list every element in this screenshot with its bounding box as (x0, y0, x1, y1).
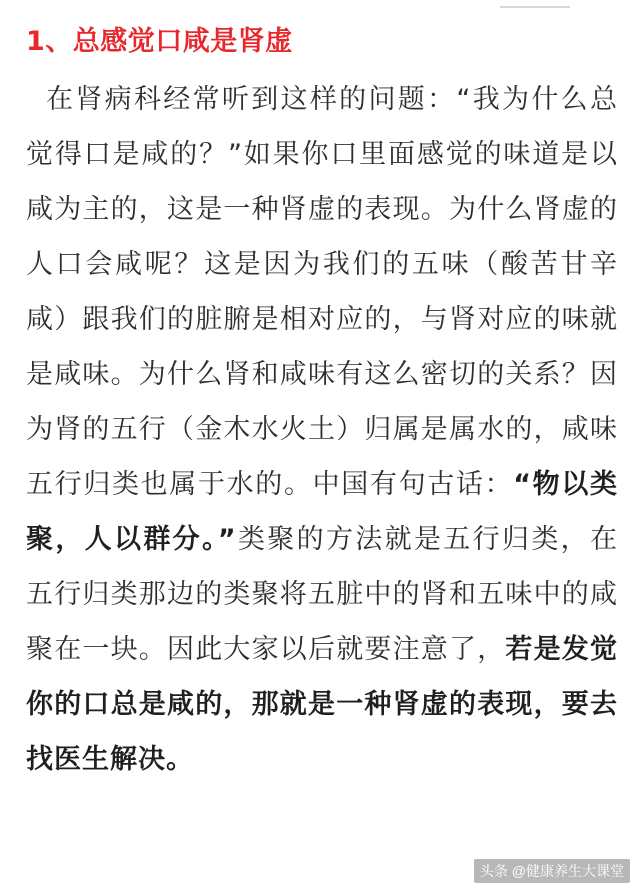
paragraph-text-part1: 在肾病科经常听到这样的问题：“我为什么总觉得口是咸的？”如果你口里面感觉的味道是以咸为主的，这是一种肾虚的表现。为什么肾虚的人口会咸呢？这是因为我们的五味（酸苦甘辛咸）跟我们的脏腑是相对应的，与肾对应的味就是咸味。为什么肾和咸味有这么密切的关系？因为肾的五行（金木水火土）归属是属水的，咸味五行归类也属于水的。中国有句古话： (26, 84, 618, 500)
article (26, 20, 618, 787)
paragraph-text-part2: 类聚的方法就是五行归类，在五行归类那边的类聚将五脏中的肾和五味中的咸聚在一块。因此大家以后就要注意了， (26, 524, 618, 665)
article-heading: 1、总感觉口咸是肾虚 (26, 26, 293, 57)
article-paragraph (26, 72, 618, 787)
top-edge-fragment (500, 0, 570, 8)
source-watermark: 头条 @健康养生大课堂 (474, 859, 630, 883)
paragraph-quote: “物以类聚，人以群分。” (26, 469, 618, 555)
paragraph-conclusion: 若是发觉你的口总是咸的，那就是一种肾虚的表现，要去找医生解决。 (26, 634, 619, 775)
